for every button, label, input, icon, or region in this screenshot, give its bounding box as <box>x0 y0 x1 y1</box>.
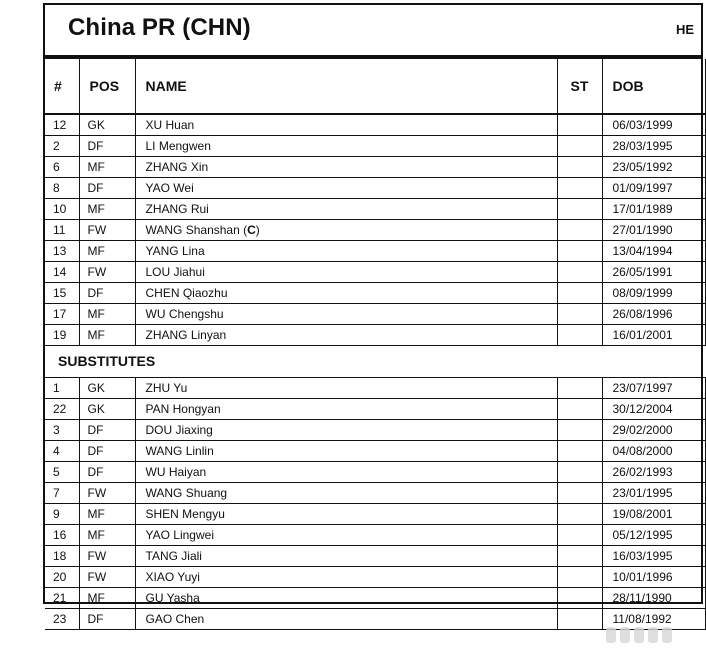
cell-number: 4 <box>45 441 79 462</box>
column-header-number: # <box>45 59 79 114</box>
cell-number: 11 <box>45 220 79 241</box>
cell-dob: 11/08/1992 <box>602 609 705 630</box>
cell-number: 12 <box>45 114 79 136</box>
cell-name <box>135 504 557 525</box>
cell-number: 6 <box>45 157 79 178</box>
player-name: DOU Jiaxing <box>145 423 213 437</box>
substitutes-heading-row <box>45 346 705 378</box>
cell-name <box>135 220 557 241</box>
cell-number: 14 <box>45 262 79 283</box>
cell-number: 5 <box>45 462 79 483</box>
watermark <box>606 623 676 647</box>
captain-marker: C <box>247 223 256 237</box>
cell-dob: 06/03/1999 <box>602 114 705 136</box>
table-row <box>45 399 705 420</box>
cell-name <box>135 420 557 441</box>
cell-position: DF <box>79 420 135 441</box>
cell-st <box>557 504 602 525</box>
title-bar <box>45 5 701 59</box>
column-header-name: NAME <box>135 59 557 114</box>
cell-number: 17 <box>45 304 79 325</box>
cell-name <box>135 262 557 283</box>
cell-name <box>135 441 557 462</box>
cell-position: GK <box>79 114 135 136</box>
cell-number: 15 <box>45 283 79 304</box>
table-row <box>45 462 705 483</box>
cell-position: DF <box>79 462 135 483</box>
cell-name <box>135 325 557 346</box>
table-row <box>45 304 705 325</box>
cell-dob: 08/09/1999 <box>602 283 705 304</box>
cell-st <box>557 483 602 504</box>
cell-name <box>135 199 557 220</box>
cell-position: MF <box>79 304 135 325</box>
cell-dob: 30/12/2004 <box>602 399 705 420</box>
player-name: YANG Lina <box>145 244 205 258</box>
cell-number: 18 <box>45 546 79 567</box>
cell-number: 16 <box>45 525 79 546</box>
cell-dob: 23/07/1997 <box>602 378 705 399</box>
cell-number: 8 <box>45 178 79 199</box>
cell-dob: 23/01/1995 <box>602 483 705 504</box>
cell-st <box>557 325 602 346</box>
cell-st <box>557 262 602 283</box>
cell-position: FW <box>79 567 135 588</box>
player-name: SHEN Mengyu <box>145 507 225 521</box>
table-row <box>45 199 705 220</box>
player-name: YAO Lingwei <box>145 528 214 542</box>
cell-position: DF <box>79 283 135 304</box>
cell-dob: 26/05/1991 <box>602 262 705 283</box>
cell-position: FW <box>79 220 135 241</box>
table-row <box>45 525 705 546</box>
cell-position: MF <box>79 157 135 178</box>
player-name: PAN Hongyan <box>145 402 221 416</box>
player-name: XIAO Yuyi <box>145 570 200 584</box>
table-row <box>45 483 705 504</box>
cell-dob: 16/01/2001 <box>602 325 705 346</box>
cell-position: MF <box>79 588 135 609</box>
cell-st <box>557 199 602 220</box>
cell-position: FW <box>79 262 135 283</box>
table-row <box>45 241 705 262</box>
column-header-dob: DOB <box>602 59 705 114</box>
cell-position: DF <box>79 136 135 157</box>
cell-st <box>557 609 602 630</box>
cell-st <box>557 220 602 241</box>
table-row <box>45 220 705 241</box>
player-name: WANG Shuang <box>145 486 228 500</box>
cell-position: FW <box>79 483 135 504</box>
header-row <box>45 59 705 114</box>
cell-dob: 26/02/1993 <box>602 462 705 483</box>
lineup-body <box>45 114 705 630</box>
cell-name <box>135 136 557 157</box>
cell-name <box>135 567 557 588</box>
table-row <box>45 504 705 525</box>
cell-name <box>135 399 557 420</box>
cell-dob: 17/01/1989 <box>602 199 705 220</box>
cell-dob: 16/03/1995 <box>602 546 705 567</box>
cell-st <box>557 462 602 483</box>
cell-name <box>135 304 557 325</box>
table-row <box>45 283 705 304</box>
cell-number: 19 <box>45 325 79 346</box>
table-row <box>45 567 705 588</box>
cell-position: DF <box>79 178 135 199</box>
cell-st <box>557 525 602 546</box>
lineup-table <box>45 59 706 630</box>
table-row <box>45 588 705 609</box>
cell-name <box>135 114 557 136</box>
cell-name <box>135 546 557 567</box>
player-name: ZHANG Xin <box>145 160 209 174</box>
table-row <box>45 136 705 157</box>
column-header-position: POS <box>79 59 135 114</box>
cell-st <box>557 136 602 157</box>
team-title: China PR (CHN) <box>68 14 251 41</box>
player-name: ZHANG Rui <box>145 202 209 216</box>
cell-name <box>135 483 557 504</box>
cell-position: GK <box>79 399 135 420</box>
cell-st <box>557 241 602 262</box>
player-name: LOU Jiahui <box>145 265 205 279</box>
substitutes-heading: SUBSTITUTES <box>45 346 705 378</box>
cell-st <box>557 399 602 420</box>
cell-position: GK <box>79 378 135 399</box>
cell-position: MF <box>79 525 135 546</box>
table-row <box>45 178 705 199</box>
table-row <box>45 157 705 178</box>
cell-st <box>557 378 602 399</box>
table-row <box>45 420 705 441</box>
cell-number: 20 <box>45 567 79 588</box>
player-name: WU Haiyan <box>145 465 207 479</box>
table-row <box>45 546 705 567</box>
cell-st <box>557 283 602 304</box>
cell-st <box>557 157 602 178</box>
cell-number: 21 <box>45 588 79 609</box>
cell-st <box>557 114 602 136</box>
captain-marker-close: ) <box>255 223 260 237</box>
cell-dob: 28/03/1995 <box>602 136 705 157</box>
cell-name <box>135 178 557 199</box>
cell-position: MF <box>79 504 135 525</box>
cell-position: MF <box>79 325 135 346</box>
cell-st <box>557 420 602 441</box>
player-name: XU Huan <box>145 118 195 132</box>
player-name: GAO Chen <box>145 612 205 626</box>
cell-number: 23 <box>45 609 79 630</box>
cell-position: DF <box>79 441 135 462</box>
cell-dob: 26/08/1996 <box>602 304 705 325</box>
cell-position: MF <box>79 199 135 220</box>
player-name: CHEN Qiaozhu <box>145 286 228 300</box>
cell-st <box>557 546 602 567</box>
player-name: WANG Shanshan ( <box>145 223 248 237</box>
cell-name <box>135 609 557 630</box>
cell-name <box>135 378 557 399</box>
cell-dob: 28/11/1990 <box>602 588 705 609</box>
player-name: ZHU Yu <box>145 381 188 395</box>
player-name: WANG Linlin <box>145 444 214 458</box>
cell-dob: 10/01/1996 <box>602 567 705 588</box>
cell-number: 22 <box>45 399 79 420</box>
cell-dob: 27/01/1990 <box>602 220 705 241</box>
lineup-sheet <box>43 3 703 626</box>
cell-dob: 04/08/2000 <box>602 441 705 462</box>
cell-number: 1 <box>45 378 79 399</box>
player-name: WU Chengshu <box>145 307 224 321</box>
cell-name <box>135 588 557 609</box>
table-row <box>45 441 705 462</box>
cell-dob: 19/08/2001 <box>602 504 705 525</box>
header-right-label: HE <box>676 22 695 37</box>
table-row <box>45 325 705 346</box>
cell-name <box>135 283 557 304</box>
table-row <box>45 378 705 399</box>
cell-name <box>135 157 557 178</box>
cell-number: 9 <box>45 504 79 525</box>
cell-st <box>557 304 602 325</box>
cell-number: 10 <box>45 199 79 220</box>
cell-st <box>557 567 602 588</box>
cell-st <box>557 588 602 609</box>
table-row <box>45 114 705 136</box>
player-name: ZHANG Linyan <box>145 328 227 342</box>
cell-position: FW <box>79 546 135 567</box>
cell-st <box>557 178 602 199</box>
cell-name <box>135 462 557 483</box>
cell-st <box>557 441 602 462</box>
cell-dob: 29/02/2000 <box>602 420 705 441</box>
cell-name <box>135 525 557 546</box>
player-name: LI Mengwen <box>145 139 211 153</box>
cell-name <box>135 241 557 262</box>
cell-dob: 13/04/1994 <box>602 241 705 262</box>
cell-position: MF <box>79 241 135 262</box>
cell-position: DF <box>79 609 135 630</box>
cell-number: 3 <box>45 420 79 441</box>
player-name: TANG Jiali <box>145 549 202 563</box>
player-name: YAO Wei <box>145 181 194 195</box>
cell-number: 7 <box>45 483 79 504</box>
table-row <box>45 262 705 283</box>
cell-dob: 01/09/1997 <box>602 178 705 199</box>
cell-dob: 05/12/1995 <box>602 525 705 546</box>
column-header-st: ST <box>557 59 602 114</box>
cell-number: 13 <box>45 241 79 262</box>
cell-number: 2 <box>45 136 79 157</box>
cell-dob: 23/05/1992 <box>602 157 705 178</box>
player-name: GU Yasha <box>145 591 200 605</box>
